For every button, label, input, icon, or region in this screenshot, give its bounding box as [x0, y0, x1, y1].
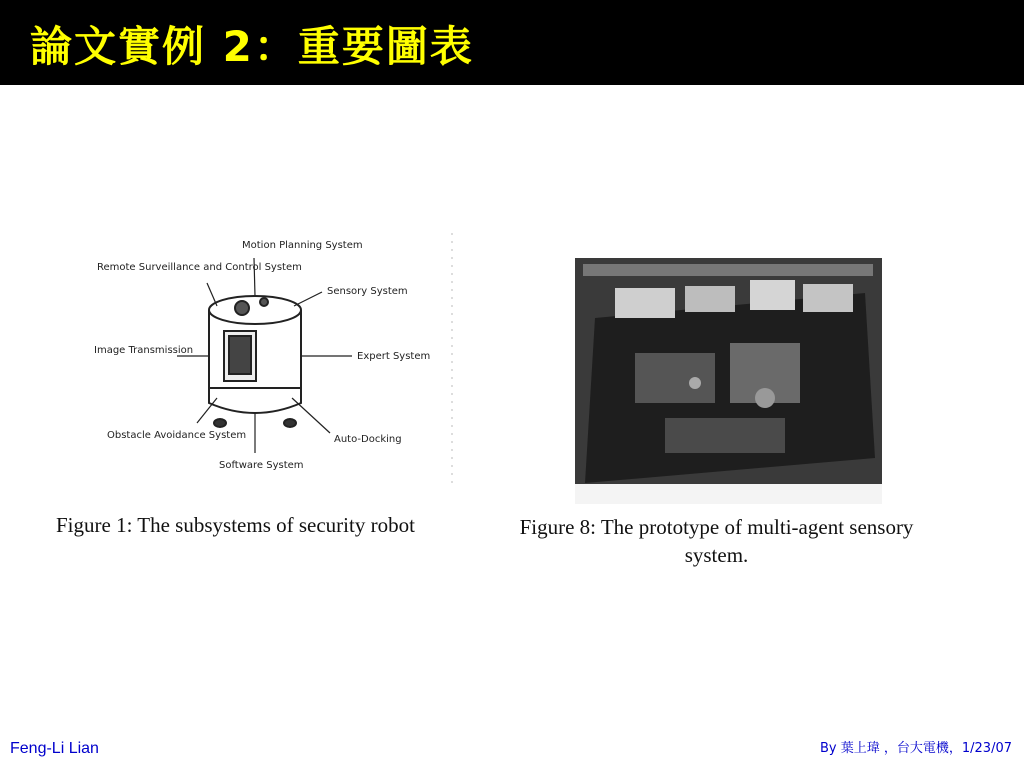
footer-credit: By 葉上瑋 ，台大電機，1/23/07	[820, 741, 1012, 756]
label-expert-system: Expert System	[357, 351, 431, 362]
footer-author: Feng-Li Lian	[10, 740, 99, 757]
label-sensory-system: Sensory System	[327, 286, 408, 297]
slide-title: 論文實例 2：重要圖表	[30, 22, 474, 71]
label-software-system: Software System	[219, 460, 304, 471]
diagram-labels	[94, 240, 430, 471]
figure-8-photo	[575, 258, 882, 504]
label-image-transmission: Image Transmission	[94, 345, 194, 356]
connector-lines	[177, 258, 352, 453]
label-obstacle-avoidance: Obstacle Avoidance System	[107, 430, 247, 441]
label-remote-surveillance: Remote Surveillance and Control System	[97, 262, 302, 273]
figure-8-caption: Figure 8: The prototype of multi-agent sensory system.	[519, 515, 914, 567]
label-auto-docking: Auto-Docking	[334, 434, 402, 445]
title-bar	[0, 0, 1024, 85]
robot-illustration	[209, 296, 301, 427]
figure-1-caption: Figure 1: The subsystems of security robot	[56, 513, 415, 537]
label-motion-planning: Motion Planning System	[242, 240, 363, 251]
figure-1-diagram	[82, 228, 457, 503]
